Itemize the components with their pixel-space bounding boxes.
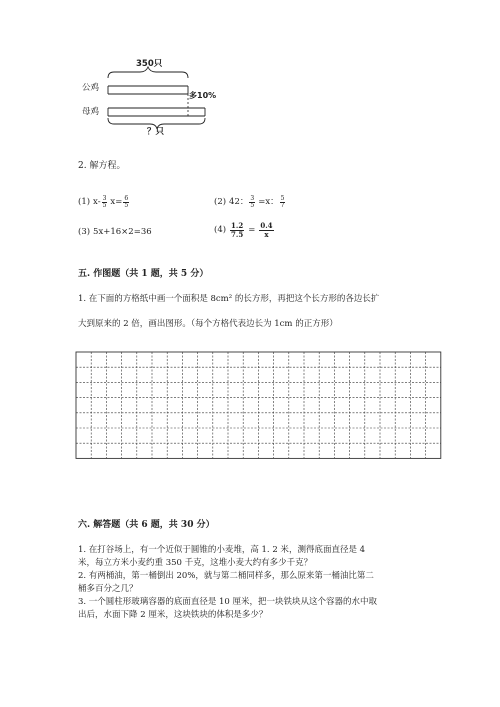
- eq1-number: (1): [78, 197, 91, 207]
- section6-line-6: 出后，水面下降 2 厘米，这块铁块的体积是多少？: [78, 610, 268, 620]
- eq4-fraction-2: $\frac{0.4}{x}$: [260, 221, 273, 239]
- eq1-part-a: x-: [93, 197, 101, 207]
- eq2-fraction-1: $\frac{3}{5}$: [250, 195, 255, 209]
- section6-line-1: 1. 在打谷场上，有一个近似于圆锥的小麦堆，高 1. 2 米，测得底面直径是 4: [78, 545, 366, 555]
- section5-line-1: 1. 在下面的方格纸中画一个面积是 8cm² 的长方形，再把这个长方形的各边长扩: [78, 294, 380, 304]
- question-label: ？只: [147, 127, 165, 137]
- eq3-text: 5x+16×2=36: [93, 227, 152, 237]
- eq4-fraction-1: $\frac{1.2}{7.5}$: [231, 221, 244, 239]
- eq4-equals: =: [248, 225, 256, 235]
- row2-label: 母鸡: [82, 107, 100, 117]
- section6-line-3: 2. 有两桶油，第一桶倒出 20%，就与第二桶同样多，那么原来第一桶油比第二: [78, 571, 374, 581]
- q2-title: 2. 解方程。: [78, 161, 126, 171]
- eq3-number: (3): [78, 227, 91, 237]
- eq2-number: (2): [214, 197, 227, 207]
- eq1-fraction-1: $\frac{3}{5}$: [102, 195, 107, 209]
- section6-line-5: 3. 一个圆柱形玻璃容器的底面直径是 10 厘米，把一块铁块从这个容器的水中取: [78, 597, 378, 607]
- eq1-fraction-2: $\frac{6}{5}$: [124, 195, 129, 209]
- section5-heading: 五. 作图题（共 1 题，共 5 分）: [78, 269, 209, 279]
- eq1-part-b: x=: [110, 197, 123, 207]
- section6-line-2: 米，每立方米小麦约重 350 千克，这堆小麦大约有多少千克？: [78, 558, 313, 568]
- eq2-fraction-2: $\frac{5}{7}$: [280, 195, 285, 209]
- row1-label: 公鸡: [82, 83, 100, 93]
- eq2-part-a: 42：: [229, 197, 249, 207]
- eq2-part-b: =x：: [258, 197, 279, 207]
- eq4-number: (4): [214, 225, 227, 235]
- total-label: 350只: [136, 59, 163, 69]
- section5-line-2: 大到原来的 2 倍，画出图形。（每个方格代表边长为 1cm 的正方形）: [78, 319, 338, 329]
- section6-heading: 六. 解答题（共 6 题，共 30 分）: [78, 520, 215, 530]
- extra-label: 多10%: [189, 91, 217, 100]
- section6-line-4: 桶多百分之几？: [78, 584, 138, 594]
